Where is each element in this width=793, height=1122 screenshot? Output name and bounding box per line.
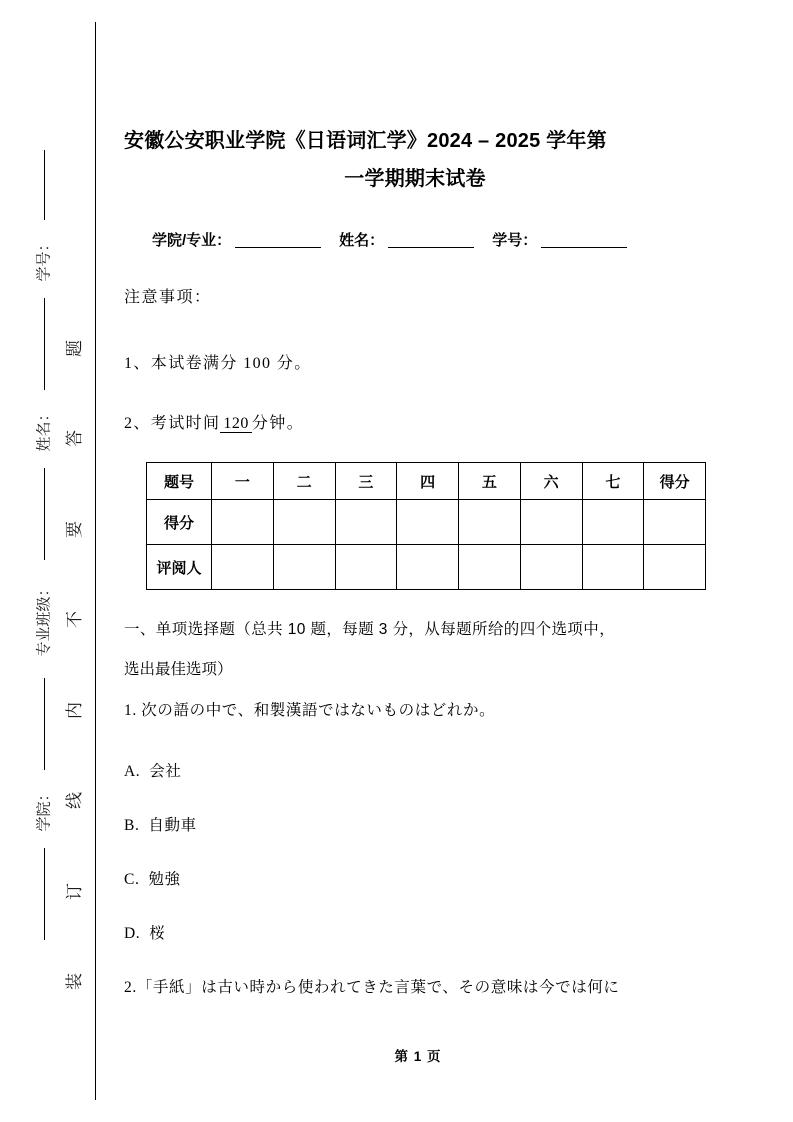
binding-char-zhuang: 装: [64, 972, 84, 990]
score-cell-0-3[interactable]: [397, 500, 459, 545]
binding-outer-label-column: [22, 150, 66, 950]
page-title-line-2: 一学期期末试卷: [344, 168, 486, 190]
score-cell-1-1[interactable]: [273, 545, 335, 590]
student-id-field[interactable]: [541, 247, 627, 248]
notes-item-2-prefix: 2、考试时间: [124, 415, 221, 432]
page-title-line-1: 安徽公安职业学院《日语词汇学》2024 – 2025 学年第: [124, 130, 607, 152]
section-heading-line-2: 选出最佳选项）: [124, 661, 233, 678]
score-cell-1-2[interactable]: [335, 545, 397, 590]
name-label: 姓名：: [339, 232, 385, 249]
section-heading-line-1: 一、单项选择题（总共 10 题，每题 3 分，从每题所给的四个选项中，: [124, 621, 616, 638]
score-table-header-1: 一: [212, 463, 274, 500]
option-d-label: D.: [124, 925, 141, 942]
notes-item-2: [124, 410, 304, 433]
score-cell-0-4[interactable]: [459, 500, 521, 545]
option-c-label: C.: [124, 871, 140, 888]
notes-item-1: 1、本试卷满分 100 分。: [124, 355, 312, 372]
binding-dash-segment-1: [44, 150, 45, 220]
binding-char-ti: 题: [64, 340, 84, 357]
option-d-text: 桜: [149, 925, 166, 942]
score-cell-1-5[interactable]: [520, 545, 582, 590]
score-cell-1-0[interactable]: [212, 545, 274, 590]
score-row-label-score: 得分: [147, 500, 212, 545]
option-c-text: 勉強: [148, 871, 181, 888]
binding-char-bu: 不: [64, 611, 84, 629]
binding-label-major-class: 专业班级：: [35, 581, 52, 657]
binding-inner-vertical-rule: [95, 22, 96, 1100]
page-footer: 第 1 页: [394, 1049, 442, 1064]
score-table: [146, 462, 706, 590]
score-cell-1-6[interactable]: [582, 545, 644, 590]
binding-margin: [0, 0, 110, 1122]
binding-char-xian: 线: [64, 792, 84, 810]
binding-dash-segment-2: [44, 298, 45, 390]
score-table-header-3: 三: [335, 463, 397, 500]
student-id-label: 学号：: [492, 232, 538, 249]
score-cell-1-7[interactable]: [644, 545, 706, 590]
score-cell-1-4[interactable]: [459, 545, 521, 590]
binding-char-nei: 内: [64, 701, 84, 719]
option-a-text: 会社: [149, 763, 182, 780]
score-cell-0-0[interactable]: [212, 500, 274, 545]
binding-dash-segment-4: [44, 678, 45, 770]
score-row-label-grader: 评阅人: [147, 545, 212, 590]
binding-char-ding: 订: [64, 882, 84, 900]
question-1-option-a[interactable]: [124, 759, 181, 781]
binding-char-da: 答: [64, 430, 84, 448]
score-cell-0-2[interactable]: [335, 500, 397, 545]
score-table-header-0: 题号: [147, 463, 212, 500]
score-table-header-6: 六: [520, 463, 582, 500]
question-1-option-b[interactable]: [124, 813, 197, 835]
score-table-header-2: 二: [273, 463, 335, 500]
binding-label-student-id: 学号：: [35, 236, 52, 282]
score-cell-1-3[interactable]: [397, 545, 459, 590]
score-table-header-5: 五: [459, 463, 521, 500]
binding-label-name: 姓名：: [35, 406, 52, 452]
exam-duration-value: 120: [220, 415, 252, 433]
score-cell-0-1[interactable]: [273, 500, 335, 545]
department-label: 学院/专业：: [152, 232, 232, 249]
page-title: [124, 122, 706, 198]
binding-char-yao: 要: [64, 520, 84, 538]
notes-item-2-suffix: 分钟。: [251, 415, 305, 432]
section-heading: [124, 610, 712, 690]
name-field[interactable]: [388, 247, 474, 248]
notes-heading: 注意事项：: [124, 289, 212, 306]
table-row: [147, 500, 706, 545]
score-cell-0-7[interactable]: [644, 500, 706, 545]
option-b-label: B.: [124, 817, 140, 834]
table-row: [147, 545, 706, 590]
table-row: [147, 463, 706, 500]
option-b-text: 自動車: [148, 817, 197, 834]
question-2-stem: 2.「手紙」は古い時から使われてきた言葉で、その意味は今では何に: [124, 979, 620, 996]
score-table-header-4: 四: [397, 463, 459, 500]
score-table-header-8: 得分: [644, 463, 706, 500]
question-1-option-d[interactable]: [124, 921, 165, 943]
binding-dash-segment-3: [44, 468, 45, 560]
question-1-option-c[interactable]: [124, 867, 181, 889]
department-field[interactable]: [235, 247, 321, 248]
score-cell-0-5[interactable]: [520, 500, 582, 545]
score-table-header-7: 七: [582, 463, 644, 500]
binding-label-department: 学院：: [35, 786, 52, 832]
binding-dash-segment-5: [44, 848, 45, 940]
option-a-label: A.: [124, 763, 141, 780]
question-1-stem: 1. 次の語の中で、和製漢語ではないものはどれか。: [124, 702, 496, 719]
document-content: [124, 0, 724, 1122]
score-cell-0-6[interactable]: [582, 500, 644, 545]
student-info-line: [152, 230, 631, 252]
